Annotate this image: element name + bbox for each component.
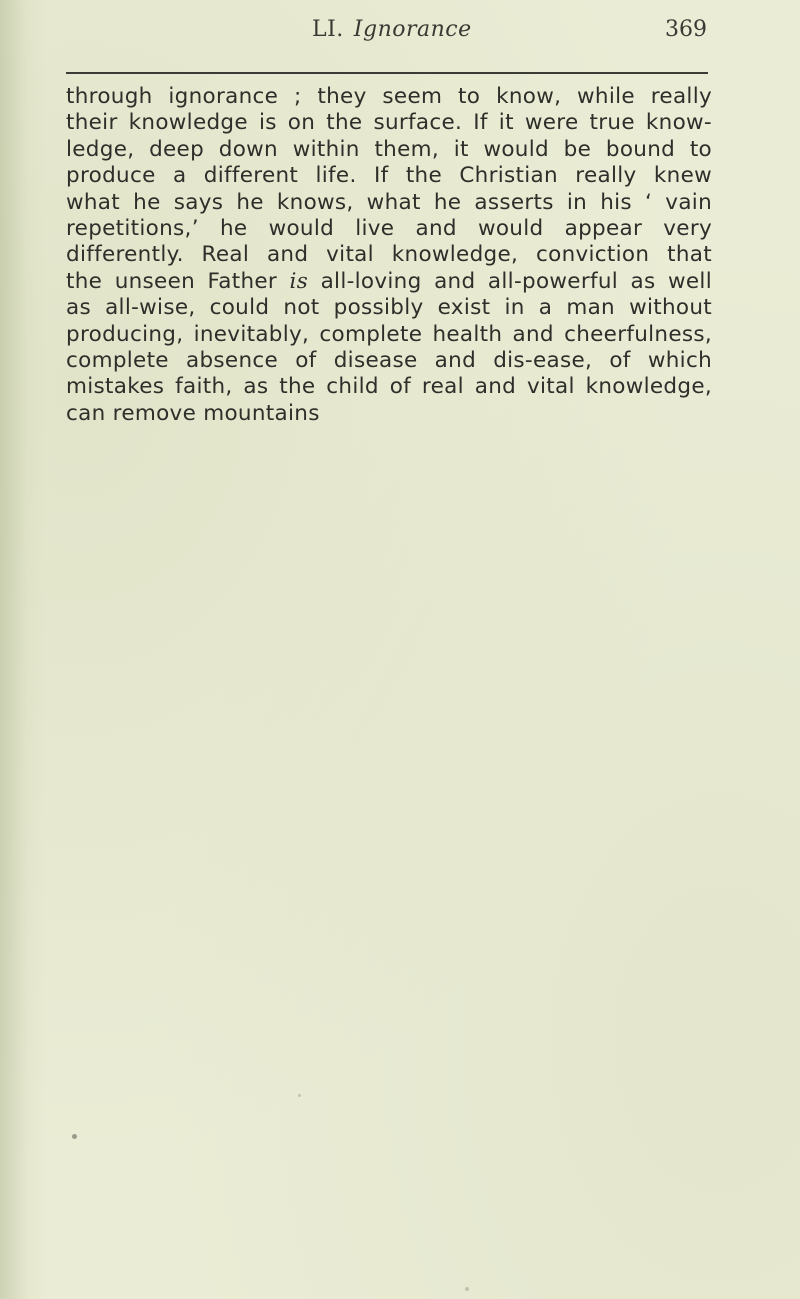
text-line: what he says he knows, what he asserts in his ‘ vain [66,189,712,215]
paper-speck [298,1094,301,1097]
body-paragraph [66,84,712,427]
text-line: repetitions,’ he would live and would appear very [66,216,712,242]
emphasized-word: is [289,268,309,294]
text-line: mistakes faith, as the child of real and vital knowledge, [66,374,712,400]
text-fragment: all-loving and all-powerful as well [308,268,712,294]
text-line [66,269,712,295]
text-line: produce a different life. If the Christian really knew [66,163,712,189]
paper-speck [72,1134,77,1139]
text-line: can remove mountains [66,400,320,426]
text-line: complete absence of disease and dis-ease, of which [66,348,712,374]
running-head [312,17,472,42]
paper-speck [465,1287,469,1291]
text-line: through ignorance ; they seem to know, while really [66,84,712,109]
text-line: their knowledge is on the surface. If it were true know- [66,110,712,136]
text-fragment: the unseen Father [66,268,290,294]
text-line: ledge, deep down within them, it would be bound to [66,136,712,162]
chapter-title: Ignorance [353,17,472,42]
page-edge-shadow [0,0,46,1299]
page-number: 369 [665,17,707,42]
text-line: producing, inevitably, complete health and cheerfulness, [66,321,712,347]
text-line: differently. Real and vital knowledge, conviction that [66,242,712,268]
chapter-number: LI. [312,17,344,42]
text-line: as all-wise, could not possibly exist in a man without [66,295,712,321]
page-header [0,17,800,53]
header-rule [66,72,708,74]
